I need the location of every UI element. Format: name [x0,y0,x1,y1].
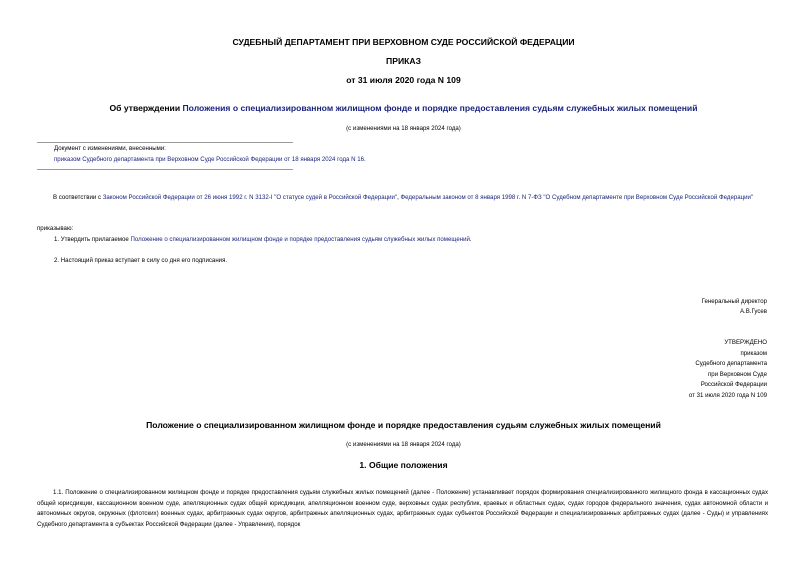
preamble-prefix: В соответствии с [53,194,103,201]
paragraph-1-1-text: 1.1. Положение о специализированном жилищном фонде и порядке предоставления судьям служебных жилых помещений (далее - Положение) устанавливает порядок формирования специализированного жилищного фонда в кассационных судах общей юрисдикции, кассационном военном суде, апелляционных судах общей юрисдикции, апелляционном военном суде, верховных судах республик, краевых и областных судах, судах городов федерального значения, судах автономной области и автономных округов, окружных (флотских) военных судах, арбитражных судах округов, арбитражных апелляционных судах, арбитражных судах субъектов Российской Федерации и специализированных арбитражных судах (далее - Суды) и управлениях Судебного департамента в субъектах Российской Федерации (далее - Управления), порядок [37,489,768,528]
approval-line-5: Российской Федерации [700,381,767,388]
order-item-1 [54,235,472,245]
approval-line-4: при Верховном Суде [708,370,767,378]
regulation-revision-note: (с изменениями на 18 января 2024 года) [346,441,461,448]
law-link-status-of-judges[interactable]: Законом Российской Федерации от 26 июня 1992 г. N 3132-I "О статусе судей в Российской Федерации" [102,194,398,201]
changes-top-divider [37,142,293,143]
order-item-1-suffix: . [469,236,472,243]
approval-line-3: Судебного департамента [695,360,767,367]
signature-name: А.В.Гусев [739,308,767,315]
revision-note: (с изменениями на 18 января 2024 года) [346,125,461,132]
document-type: ПРИКАЗ [386,56,421,66]
approval-line-1: УТВЕРЖДЕНО [724,339,767,346]
changes-label: Документ с изменениями, внесенными: [54,145,166,152]
order-item-2: 2. Настоящий приказ вступает в силу со дня его подписания. [54,257,228,264]
organization-title: СУДЕБНЫЙ ДЕПАРТАМЕНТ ПРИ ВЕРХОВНОМ СУДЕ РОССИЙСКОЙ ФЕДЕРАЦИИ [232,37,575,47]
signature-position: Генеральный директор [701,298,767,305]
approval-line-2: приказом [740,349,767,357]
preamble-paragraph [37,193,768,204]
preamble-separator: , [397,194,401,201]
order-item-1-link[interactable]: Положение о специализированном жилищном фонде и порядке предоставления судьям служебных жилых помещений [130,236,470,243]
regulation-paragraph-1-1 [37,488,768,530]
document-subject [0,103,807,113]
document-date-number: от 31 июля 2020 года N 109 [346,75,461,85]
law-link-judicial-department[interactable]: Федеральным законом от 8 января 1998 г. N 7-ФЗ "О Судебном департаменте при Верховном Суде Российской Федерации" [400,194,754,201]
order-word: приказываю: [37,225,74,232]
subject-prefix: Об утверждении [109,103,183,113]
approval-line-6: от 31 июля 2020 года N 109 [688,391,767,399]
section-1-heading: 1. Общие положения [359,460,448,470]
changes-bottom-divider [37,169,293,170]
changes-link[interactable]: приказом Судебного департамента при Верховном Суде Российской Федерации от 18 января 2024 года N 16. [54,156,366,163]
regulation-title: Положение о специализированном жилищном фонде и порядке предоставления судьям служебных жилых помещений [146,420,661,430]
order-item-1-prefix: 1. Утвердить прилагаемое [54,236,131,243]
subject-link[interactable]: Положения о специализированном жилищном фонде и порядке предоставления судьям служебных жилых помещений [182,103,698,113]
